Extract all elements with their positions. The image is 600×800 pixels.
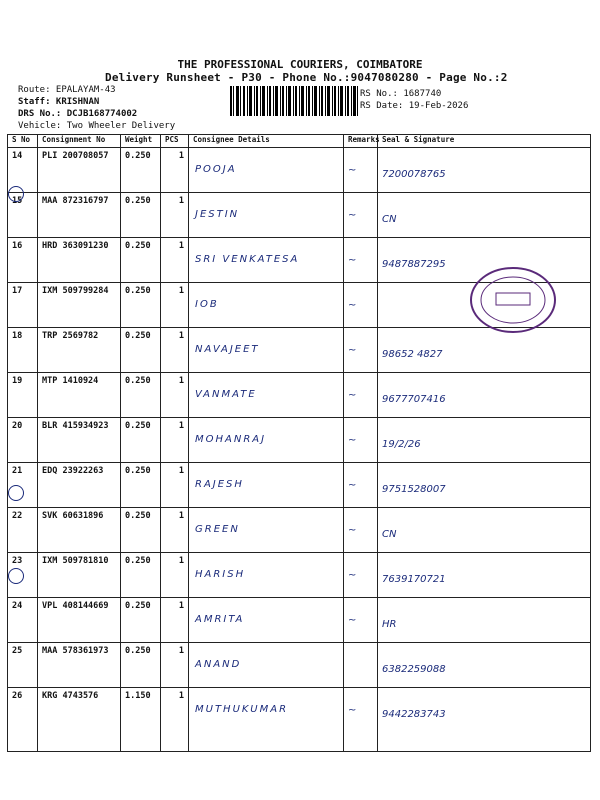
rs-date: RS Date: 19-Feb-2026 xyxy=(360,101,469,111)
cell-consignment: SVK 60631896 xyxy=(38,508,121,553)
cell-consignee: POOJA xyxy=(195,164,237,175)
cell-remark: ~ xyxy=(348,210,357,221)
table-row xyxy=(8,373,591,418)
barcode-icon xyxy=(230,86,358,116)
cell-consignment: TRP 2569782 xyxy=(38,328,121,373)
cell-sno: 14 xyxy=(8,148,38,193)
cell-signature: CN xyxy=(382,214,397,225)
cell-consignee: MUTHUKUMAR xyxy=(195,704,289,715)
table-row xyxy=(8,643,591,688)
cell-consignee: IOB xyxy=(195,299,219,310)
table-row xyxy=(8,148,591,193)
cell-consignment: MAA 872316797 xyxy=(38,193,121,238)
cell-signature: CN xyxy=(382,529,397,540)
cell-sno: 16 xyxy=(8,238,38,283)
cell-consignment: HRD 363091230 xyxy=(38,238,121,283)
route-label: Route: EPALAYAM-43 xyxy=(18,85,116,95)
cell-consignment: MAA 578361973 xyxy=(38,643,121,688)
cell-remark: ~ xyxy=(348,615,357,626)
cell-signature: 6382259088 xyxy=(382,664,446,675)
cell-remark: ~ xyxy=(348,300,357,311)
col-sno: S No xyxy=(8,135,38,148)
table-row xyxy=(8,508,591,553)
cell-pcs: 1 xyxy=(161,328,189,373)
col-seal: Seal & Signature xyxy=(378,135,591,148)
cell-consignment: EDQ 23922263 xyxy=(38,463,121,508)
cell-weight: 0.250 xyxy=(121,508,161,553)
cell-consignee: MOHANRAJ xyxy=(195,434,267,445)
cell-signature: 9751528007 xyxy=(382,484,446,495)
cell-signature: 7639170721 xyxy=(382,574,446,585)
cell-remark: ~ xyxy=(348,480,357,491)
cell-remark: ~ xyxy=(348,525,357,536)
cell-weight: 0.250 xyxy=(121,328,161,373)
cell-weight: 0.250 xyxy=(121,553,161,598)
cell-consignment: VPL 408144669 xyxy=(38,598,121,643)
cell-pcs: 1 xyxy=(161,508,189,553)
staff-label: Staff: KRISHNAN xyxy=(18,97,100,107)
cell-weight: 0.250 xyxy=(121,148,161,193)
cell-consignee: ANAND xyxy=(195,659,242,670)
cell-pcs: 1 xyxy=(161,688,189,752)
cell-consignment: IXM 509781810 xyxy=(38,553,121,598)
cell-sno: 26 xyxy=(8,688,38,752)
col-consignee: Consignee Details xyxy=(189,135,344,148)
cell-pcs: 1 xyxy=(161,643,189,688)
cell-consignee: HARISH xyxy=(195,569,246,580)
table-row xyxy=(8,418,591,463)
cell-pcs: 1 xyxy=(161,553,189,598)
cell-weight: 0.250 xyxy=(121,238,161,283)
cell-sno: 24 xyxy=(8,598,38,643)
cell-signature: 9677707416 xyxy=(382,394,446,405)
cell-sno: 21 xyxy=(8,463,38,508)
cell-remark: ~ xyxy=(348,390,357,401)
company-title: THE PROFESSIONAL COURIERS, COIMBATORE xyxy=(177,58,423,71)
cell-consignee: SRI VENKATESA xyxy=(195,254,300,265)
cell-remark: ~ xyxy=(348,165,357,176)
cell-consignee: RAJESH xyxy=(195,479,244,490)
rs-number: RS No.: 1687740 xyxy=(360,89,442,99)
table-row xyxy=(8,688,591,752)
cell-consignee: GREEN xyxy=(195,524,240,535)
cell-sno: 15 xyxy=(8,193,38,238)
col-remarks: Remarks xyxy=(344,135,378,148)
cell-sno: 19 xyxy=(8,373,38,418)
cell-remark: ~ xyxy=(348,345,357,356)
cell-pcs: 1 xyxy=(161,148,189,193)
cell-remark: ~ xyxy=(348,570,357,581)
cell-sno: 17 xyxy=(8,283,38,328)
vehicle-label: Vehicle: Two Wheeler Delivery xyxy=(18,121,176,131)
col-weight: Weight xyxy=(121,135,161,148)
cell-weight: 0.250 xyxy=(121,463,161,508)
cell-signature: 7200078765 xyxy=(382,169,446,180)
cell-sno: 25 xyxy=(8,643,38,688)
col-pcs: PCS xyxy=(161,135,189,148)
cell-consignee: AMRITA xyxy=(195,614,245,625)
cell-weight: 0.250 xyxy=(121,193,161,238)
cell-sno: 20 xyxy=(8,418,38,463)
cell-pcs: 1 xyxy=(161,283,189,328)
row-mark-circle xyxy=(8,485,24,501)
cell-pcs: 1 xyxy=(161,238,189,283)
cell-remark: ~ xyxy=(348,435,357,446)
cell-sno: 18 xyxy=(8,328,38,373)
cell-remark: ~ xyxy=(348,705,357,716)
cell-consignee: JESTIN xyxy=(195,209,240,220)
cell-pcs: 1 xyxy=(161,463,189,508)
cell-pcs: 1 xyxy=(161,598,189,643)
col-consignment: Consignment No xyxy=(38,135,121,148)
cell-consignment: MTP 1410924 xyxy=(38,373,121,418)
cell-weight: 0.250 xyxy=(121,283,161,328)
cell-sno: 23 xyxy=(8,553,38,598)
cell-consignment: BLR 415934923 xyxy=(38,418,121,463)
row-mark-circle xyxy=(8,186,24,202)
cell-remark: ~ xyxy=(348,255,357,266)
cell-consignment: KRG 4743576 xyxy=(38,688,121,752)
cell-consignee: NAVAJEET xyxy=(195,344,260,355)
table-row xyxy=(8,553,591,598)
cell-weight: 0.250 xyxy=(121,598,161,643)
cell-weight: 0.250 xyxy=(121,643,161,688)
cell-signature: HR xyxy=(382,619,397,630)
cell-sno: 22 xyxy=(8,508,38,553)
cell-pcs: 1 xyxy=(161,418,189,463)
cell-signature: 9487887295 xyxy=(382,259,446,270)
table-row xyxy=(8,598,591,643)
cell-consignment: IXM 509799284 xyxy=(38,283,121,328)
runsheet-subtitle: Delivery Runsheet - P30 - Phone No.:9047080280 - Page No.:2 xyxy=(105,71,508,84)
table-row xyxy=(8,193,591,238)
cell-signature: 98652 4827 xyxy=(382,349,443,360)
runsheet-table xyxy=(7,134,591,752)
cell-weight: 1.150 xyxy=(121,688,161,752)
cell-pcs: 1 xyxy=(161,373,189,418)
cell-consignment: PLI 200708057 xyxy=(38,148,121,193)
table-row xyxy=(8,463,591,508)
cell-consignee: VANMATE xyxy=(195,389,257,400)
cell-weight: 0.250 xyxy=(121,373,161,418)
seal-stamp-icon xyxy=(468,265,558,335)
cell-weight: 0.250 xyxy=(121,418,161,463)
row-mark-circle xyxy=(8,568,24,584)
table-header-row xyxy=(8,135,591,148)
cell-signature: 9442283743 xyxy=(382,709,446,720)
cell-pcs: 1 xyxy=(161,193,189,238)
drs-label: DRS No.: DCJB168774002 xyxy=(18,109,138,119)
cell-signature: 19/2/26 xyxy=(382,439,421,450)
